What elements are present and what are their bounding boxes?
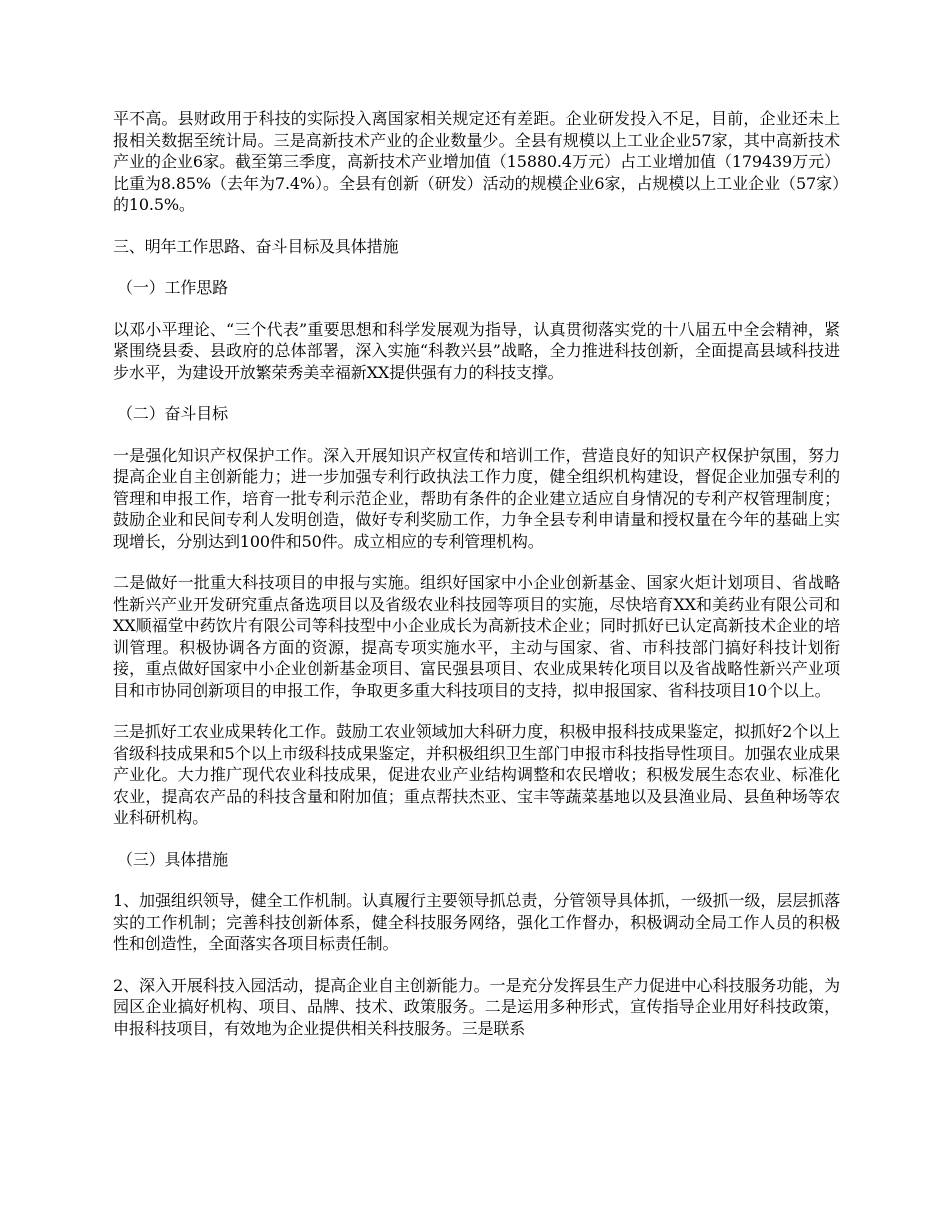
paragraph-measure-tech-in-park: 2、深入开展科技入园活动，提高企业自主创新能力。一是充分发挥县生产力促进中心科技服务功能，为园区企业搞好机构、项目、品牌、技术、政策服务。二是运用多种形式，宣传指导企业用好科技政策，申报科技项目，有效地为企业提供相关科技服务。三是联系 bbox=[113, 975, 840, 1038]
paragraph-work-approach: 以邓小平理论、“三个代表”重要思想和科学发展观为指导，认真贯彻落实党的十八届五中全会精神，紧紧围绕县委、县政府的总体部署，深入实施“科教兴县”战略，全力推进科技创新，全面提高县域科技进步水平，为建设开放繁荣秀美幸福新XX提供强有力的科技支撑。 bbox=[113, 319, 840, 382]
paragraph-problems-summary: 平不高。县财政用于科技的实际投入离国家相关规定还有差距。企业研发投入不足，目前，企业还未上报相关数据至统计局。三是高新技术产业的企业数量少。全县有规模以上工业企业57家，其中高新技术产业的企业6家。截至第三季度，高新技术产业增加值（15880.4万元）占工业增加值（179439万元）比重为8.85%（去年为7.4%）。全县有创新（研发）活动的规模企业6家，占规模以上工业企业（57家）的10.5%。 bbox=[113, 109, 840, 214]
subheading-specific-measures: （三）具体措施 bbox=[117, 849, 228, 869]
paragraph-goal-achievement-transfer: 三是抓好工农业成果转化工作。鼓励工农业领域加大科研力度，积极申报科技成果鉴定，拟抓好2个以上省级科技成果和5个以上市级科技成果鉴定，并积极组织卫生部门申报市科技指导性项目。加强农业成果产业化。大力推广现代农业科技成果，促进农业产业结构调整和农民增收；积极发展生态农业、标准化农业，提高农产品的科技含量和附加值；重点帮扶杰亚、宝丰等蔬菜基地以及县渔业局、县鱼种场等农业科研机构。 bbox=[113, 722, 840, 827]
paragraph-goal-ip-protection: 一是强化知识产权保护工作。深入开展知识产权宣传和培训工作，营造良好的知识产权保护氛围，努力提高企业自主创新能力；进一步加强专利行政执法工作力度，健全组织机构建设，督促企业加强专利的管理和申报工作，培育一批专利示范企业，帮助有条件的企业建立适应自身情况的专利产权管理制度；鼓励企业和民间专利人发明创造，做好专利奖励工作，力争全县专利申请量和授权量在今年的基础上实现增长，分别达到100件和50件。成立相应的专利管理机构。 bbox=[113, 445, 840, 551]
section-heading-next-year-plan: 三、明年工作思路、奋斗目标及具体措施 bbox=[113, 236, 399, 256]
subheading-goals: （二）奋斗目标 bbox=[117, 404, 228, 423]
paragraph-goal-major-projects: 二是做好一批重大科技项目的申报与实施。组织好国家中小企业创新基金、国家火炬计划项目、省战略性新兴产业开发研究重点备选项目以及省级农业科技园等项目的实施，尽快培育XX和美药业有限公司和XX顺福堂中药饮片有限公司等科技型中小企业成长为高新技术企业；同时抓好已认定高新技术企业的培训管理。积极协调各方面的资源，提高专项实施水平，主动与国家、省、市科技部门搞好科技计划衔接，重点做好国家中小企业创新基金项目、富民强县项目、农业成果转化项目以及省战略性新兴产业项目和市协同创新项目的申报工作，争取更多重大科技项目的支持，拟申报国家、省科技项目10个以上。 bbox=[113, 573, 840, 700]
document-body bbox=[113, 108, 840, 1059]
paragraph-measure-organization: 1、加强组织领导，健全工作机制。认真履行主要领导抓总责，分管领导具体抓，一级抓一级，层层抓落实的工作机制；完善科技创新体系，健全科技服务网络，强化工作督办，积极调动全局工作人员的积极性和创造性，全面落实各项目标责任制。 bbox=[113, 891, 840, 953]
subheading-work-approach: （一）工作思路 bbox=[117, 278, 228, 297]
